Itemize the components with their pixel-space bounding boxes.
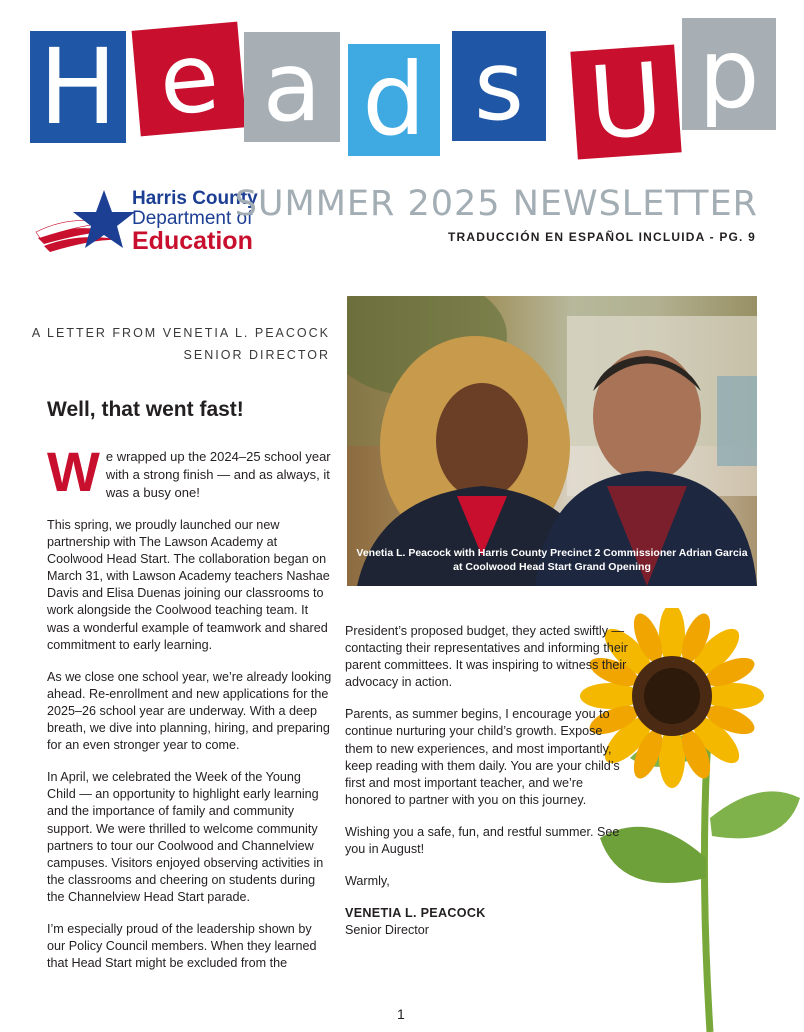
letter-byline [32, 322, 330, 366]
masthead-letter-u: U [570, 45, 681, 160]
body-paragraph: Wishing you a safe, fun, and restful summer. See you in August! [345, 824, 620, 857]
body-paragraph: Parents, as summer begins, I encourage you to continue nurturing your child’s growth. Expose them to new experiences, and most importantly, keep reading with them daily. You are your child’s first and most important teacher, and we’re honored to partner with you on this journey. [345, 707, 620, 807]
photo-caption-line2: at Coolwood Head Start Grand Opening [453, 561, 651, 573]
masthead-letter-e: e [132, 22, 247, 137]
body-paragraph: I’m especially proud of the leadership shown by our Policy Council members. When they learned that Head Start might be excluded from the [47, 921, 317, 971]
signature-title: Senior Director [345, 923, 429, 938]
spanish-translation-note: TRADUCCIÓN EN ESPAÑOL INCLUIDA - PG. 9 [447, 230, 756, 244]
org-name-line3: Education [132, 227, 253, 255]
masthead-letter-h: H [30, 31, 126, 143]
drop-cap: W [47, 440, 100, 503]
intro-paragraph [47, 440, 332, 503]
photo [347, 296, 757, 586]
org-name-line2: Department of [132, 208, 253, 229]
left-column [47, 440, 332, 987]
letter-headline: Well, that went fast! [47, 398, 244, 421]
letter-from-line: A LETTER FROM VENETIA L. PEACOCK [31, 326, 330, 340]
body-paragraph: This spring, we proudly launched our new partnership with The Lawson Academy at Coolwood Head Start. The collaboration began on March 31, with Lawson Academy teachers Nashae Davis and Elisa Duenas joining our classrooms to work alongside the Coolwood teaching team. It was a wonderful example of teamwork and shared commitment to early learning. [47, 518, 330, 652]
letter-from-title: SENIOR DIRECTOR [183, 348, 330, 362]
photo-caption-line1: Venetia L. Peacock with Harris County Precinct 2 Commissioner Adrian Garcia [356, 547, 748, 559]
body-paragraph: In April, we celebrated the Week of the Young Child — an opportunity to highlight early learning and the importance of family and community support. We were thrilled to welcome community partners to tour our Coolwood and Channelview campuses. Visitors enjoyed observing activities in the classrooms and cheering on students during the Channelview Head Start parade. [47, 770, 324, 904]
issue-title: SUMMER 2025 NEWSLETTER [234, 184, 758, 224]
right-column [345, 623, 630, 939]
closing-line: Warmly, [345, 874, 390, 889]
org-name-line1: Harris County [132, 188, 258, 209]
photo-caption [347, 546, 757, 574]
photo-illustration [347, 296, 757, 586]
masthead-letter-a: a [244, 32, 340, 142]
masthead-letter-p: p [682, 18, 776, 130]
signature-name: VENETIA L. PEACOCK [345, 906, 486, 921]
intro-text: e wrapped up the 2024–25 school year with a strong finish — and as always, it was a busy one! [105, 449, 331, 500]
masthead-letter-d: d [348, 44, 440, 156]
page-number: 1 [397, 1006, 405, 1022]
masthead-letter-s: s [452, 31, 546, 141]
body-paragraph: As we close one school year, we’re already looking ahead. Re-enrollment and new applications for the 2025–26 school year are underway. With a deep breath, we dive into planning, hiring, and preparing for an even stronger year to come. [47, 669, 332, 753]
body-paragraph: President’s proposed budget, they acted swiftly — contacting their representatives and informing their parent committees. It was inspiring to witness their advocacy in action. [345, 624, 628, 690]
